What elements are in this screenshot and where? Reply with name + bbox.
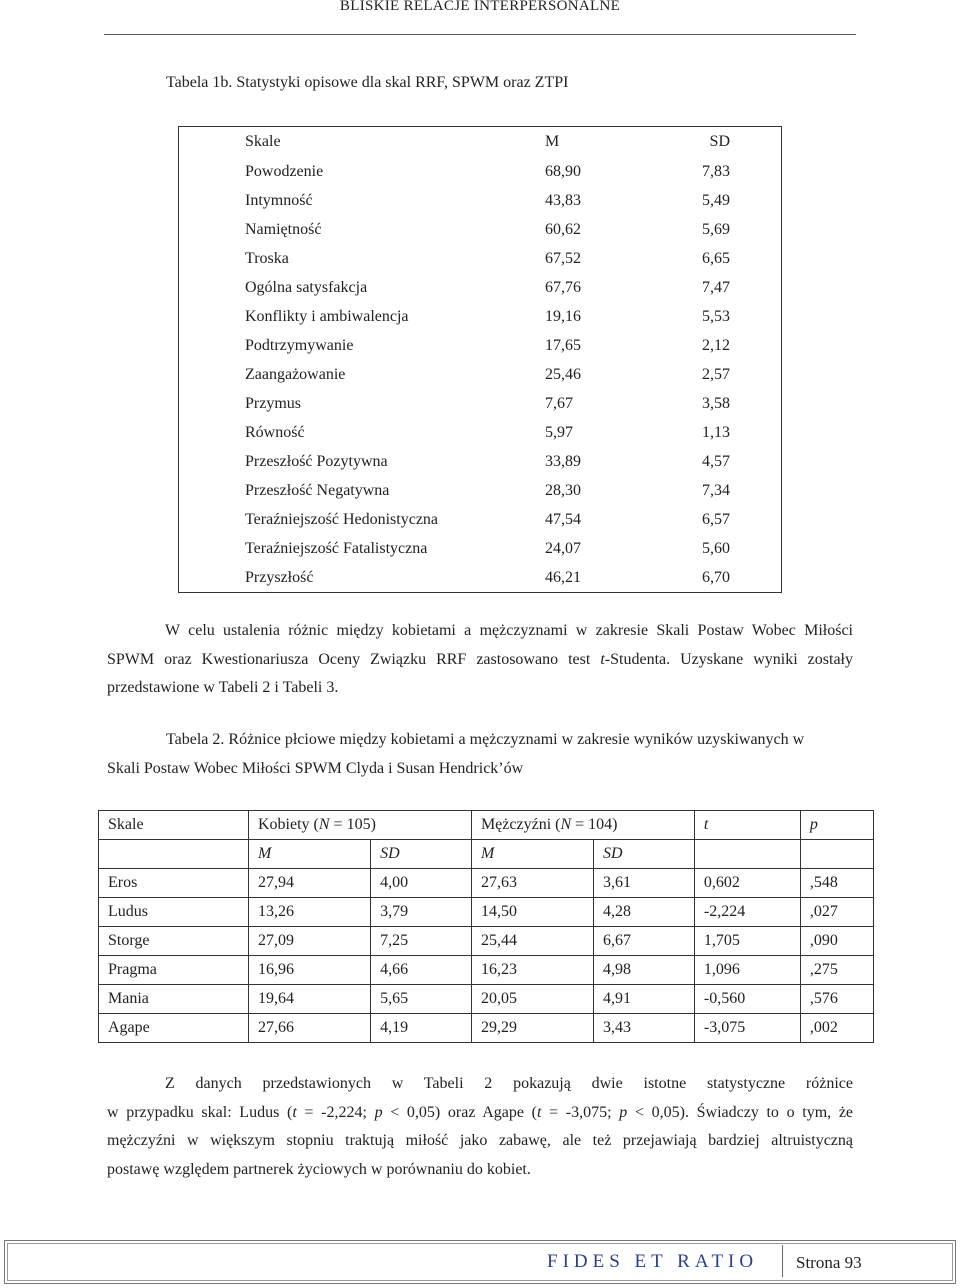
women-mean: 13,26 [249, 898, 371, 927]
scale-mean: 67,76 [545, 278, 581, 296]
table-row [179, 534, 782, 563]
scale-name: Pragma [99, 956, 249, 985]
women-mean: 16,96 [249, 956, 371, 985]
subheader-empty [800, 840, 873, 869]
scale-name: Agape [99, 1014, 249, 1043]
men-sd: 3,61 [594, 869, 695, 898]
men-sd: 6,67 [594, 927, 695, 956]
t-value: -3,075 [694, 1014, 800, 1043]
scale-mean: 24,07 [545, 539, 581, 557]
t-value: -2,224 [694, 898, 800, 927]
scale-mean: 19,16 [545, 307, 581, 325]
men-sd: 4,91 [594, 985, 695, 1014]
scale-mean: 17,65 [545, 336, 581, 354]
scale-mean: 7,67 [545, 394, 573, 412]
scale-name: Eros [99, 869, 249, 898]
scale-name: Podtrzymywanie [245, 336, 354, 354]
scale-sd: 2,12 [702, 336, 730, 354]
p-value: ,576 [800, 985, 873, 1014]
scale-sd: 4,57 [702, 452, 730, 470]
scale-sd: 5,69 [702, 220, 730, 238]
women-mean: 27,66 [249, 1014, 371, 1043]
p-value: ,548 [800, 869, 873, 898]
scale-sd: 6,57 [702, 510, 730, 528]
scale-mean: 47,54 [545, 510, 581, 528]
t-value: 1,705 [694, 927, 800, 956]
page-footer [4, 1240, 956, 1284]
scale-mean: 43,83 [545, 191, 581, 209]
table2-gender-differences [98, 810, 874, 1043]
table2-header-row [99, 811, 874, 840]
men-mean: 16,23 [471, 956, 593, 985]
scale-sd: 3,58 [702, 394, 730, 412]
scale-name: Storge [99, 927, 249, 956]
scale-name: Teraźniejszość Hedonistyczna [245, 510, 439, 528]
table-row [179, 244, 782, 273]
header-p: p [800, 811, 873, 840]
women-sd: 4,19 [371, 1014, 472, 1043]
men-mean: 27,63 [471, 869, 593, 898]
table-row [179, 302, 782, 331]
men-sd: 3,43 [594, 1014, 695, 1043]
scale-name: Konflikty i ambiwalencja [245, 307, 409, 325]
scale-mean: 46,21 [545, 568, 581, 586]
scale-mean: 33,89 [545, 452, 581, 470]
p-value: ,027 [800, 898, 873, 927]
table1-descriptive-stats [178, 126, 782, 593]
header-kobiety: Kobiety (N = 105) [249, 811, 472, 840]
scale-sd: 6,70 [702, 568, 730, 586]
t-value: 1,096 [694, 956, 800, 985]
header-mezczyzni: Mężczyźni (N = 104) [471, 811, 694, 840]
table1-caption: Tabela 1b. Statystyki opisowe dla skal RRF, SPWM oraz ZTPI [166, 74, 569, 91]
table-row [99, 898, 874, 927]
p-value: ,002 [800, 1014, 873, 1043]
subheader-empty [694, 840, 800, 869]
table-row [179, 476, 782, 505]
table-row [99, 869, 874, 898]
table-row [179, 186, 782, 215]
table-row [179, 157, 782, 186]
scale-name: Przeszłość Negatywna [245, 481, 390, 499]
scale-sd: 7,83 [702, 162, 730, 180]
scale-name: Przyszłość [245, 568, 314, 586]
men-sd: 4,98 [594, 956, 695, 985]
scale-sd: 6,65 [702, 249, 730, 267]
table-row [179, 389, 782, 418]
scale-sd: 7,47 [702, 278, 730, 296]
scale-mean: 68,90 [545, 162, 581, 180]
table-row [179, 215, 782, 244]
men-mean: 14,50 [471, 898, 593, 927]
men-mean: 20,05 [471, 985, 593, 1014]
women-sd: 5,65 [371, 985, 472, 1014]
women-sd: 7,25 [371, 927, 472, 956]
table-row [179, 418, 782, 447]
header-skale: Skale [245, 133, 281, 150]
scale-sd: 5,53 [702, 307, 730, 325]
header-m: M [545, 133, 560, 150]
scale-sd: 5,49 [702, 191, 730, 209]
scale-name: Troska [245, 249, 289, 267]
footer-page-number: Strona 93 [796, 1253, 862, 1272]
paragraph-method: W celu ustalenia różnic między kobietami a mężczyznami w zakresie Skali Postaw Wobec Miłości SPWM oraz Kwestionariusza Oceny Związku RRF zastosowano test t-Studenta. Uzyskane wyniki zostały przedstawione w Tabeli 2 i Tabeli 3. [107, 622, 854, 696]
table-row [99, 927, 874, 956]
table2-caption-line1: Tabela 2. Różnice płciowe między kobietami a mężczyznami w zakresie wyników uzyskiwanych w [166, 731, 805, 748]
running-header-title: BLISKIE RELACJE INTERPERSONALNE [339, 0, 621, 14]
table-row [179, 273, 782, 302]
table-row [179, 360, 782, 389]
scale-name: Intymność [245, 191, 313, 209]
women-mean: 27,09 [249, 927, 371, 956]
subheader-m-kobiety: M [249, 840, 371, 869]
scale-sd: 5,60 [702, 539, 730, 557]
header-skale: Skale [99, 811, 249, 840]
scale-mean: 5,97 [545, 423, 573, 441]
t-value: 0,602 [694, 869, 800, 898]
header-rule [104, 34, 856, 35]
subheader-m-mezczyzni: M [471, 840, 593, 869]
scale-mean: 25,46 [545, 365, 581, 383]
footer-separator [782, 1245, 783, 1277]
women-sd: 4,66 [371, 956, 472, 985]
table1-header-row [179, 127, 782, 158]
scale-mean: 60,62 [545, 220, 581, 238]
scale-name: Ogólna satysfakcja [245, 278, 368, 296]
women-sd: 3,79 [371, 898, 472, 927]
page-header [0, 0, 960, 36]
scale-name: Równość [245, 423, 305, 441]
scale-name: Namiętność [245, 220, 322, 238]
p-value: ,090 [800, 927, 873, 956]
t-value: -0,560 [694, 985, 800, 1014]
table-row [179, 563, 782, 593]
scale-name: Zaangażowanie [245, 365, 346, 383]
men-sd: 4,28 [594, 898, 695, 927]
scale-name: Ludus [99, 898, 249, 927]
scale-mean: 67,52 [545, 249, 581, 267]
scale-mean: 28,30 [545, 481, 581, 499]
header-t: t [694, 811, 800, 840]
table-row [179, 331, 782, 360]
table-row [99, 985, 874, 1014]
scale-name: Mania [99, 985, 249, 1014]
women-mean: 19,64 [249, 985, 371, 1014]
scale-sd: 2,57 [702, 365, 730, 383]
scale-name: Teraźniejszość Fatalistyczna [245, 539, 428, 557]
scale-sd: 7,34 [702, 481, 730, 499]
table-row [99, 956, 874, 985]
header-sd: SD [709, 133, 730, 150]
subheader-empty [99, 840, 249, 869]
scale-name: Powodzenie [245, 162, 324, 180]
scale-name: Przymus [245, 394, 301, 412]
table2-subheader-row [99, 840, 874, 869]
men-mean: 25,44 [471, 927, 593, 956]
subheader-sd-mezczyzni: SD [594, 840, 695, 869]
scale-name: Przeszłość Pozytywna [245, 452, 388, 470]
p-value: ,275 [800, 956, 873, 985]
subheader-sd-kobiety: SD [371, 840, 472, 869]
women-mean: 27,94 [249, 869, 371, 898]
table-row [179, 505, 782, 534]
scale-sd: 1,13 [702, 423, 730, 441]
table-row [179, 447, 782, 476]
men-mean: 29,29 [471, 1014, 593, 1043]
women-sd: 4,00 [371, 869, 472, 898]
table2-caption-line2: Skali Postaw Wobec Miłości SPWM Clyda i Susan Hendrick’ów [107, 760, 524, 777]
footer-brand: FIDES ET RATIO [547, 1251, 759, 1272]
table-row [99, 1014, 874, 1043]
paragraph-conclusion: Z danych przedstawionych w Tabeli 2 pokazują dwie istotne statystyczne różnice w przypadku skal: Ludus (t = -2,224; p < 0,05) oraz Agape (t = -3,075; p < 0,05). Świadczy to o tym, że mężczyźni w większym stopniu traktują miłość jako zabawę, ale też przejawiają bardziej altruistyczną postawę względem partnerek życiowych w porównaniu do kobiet. [107, 1075, 854, 1178]
